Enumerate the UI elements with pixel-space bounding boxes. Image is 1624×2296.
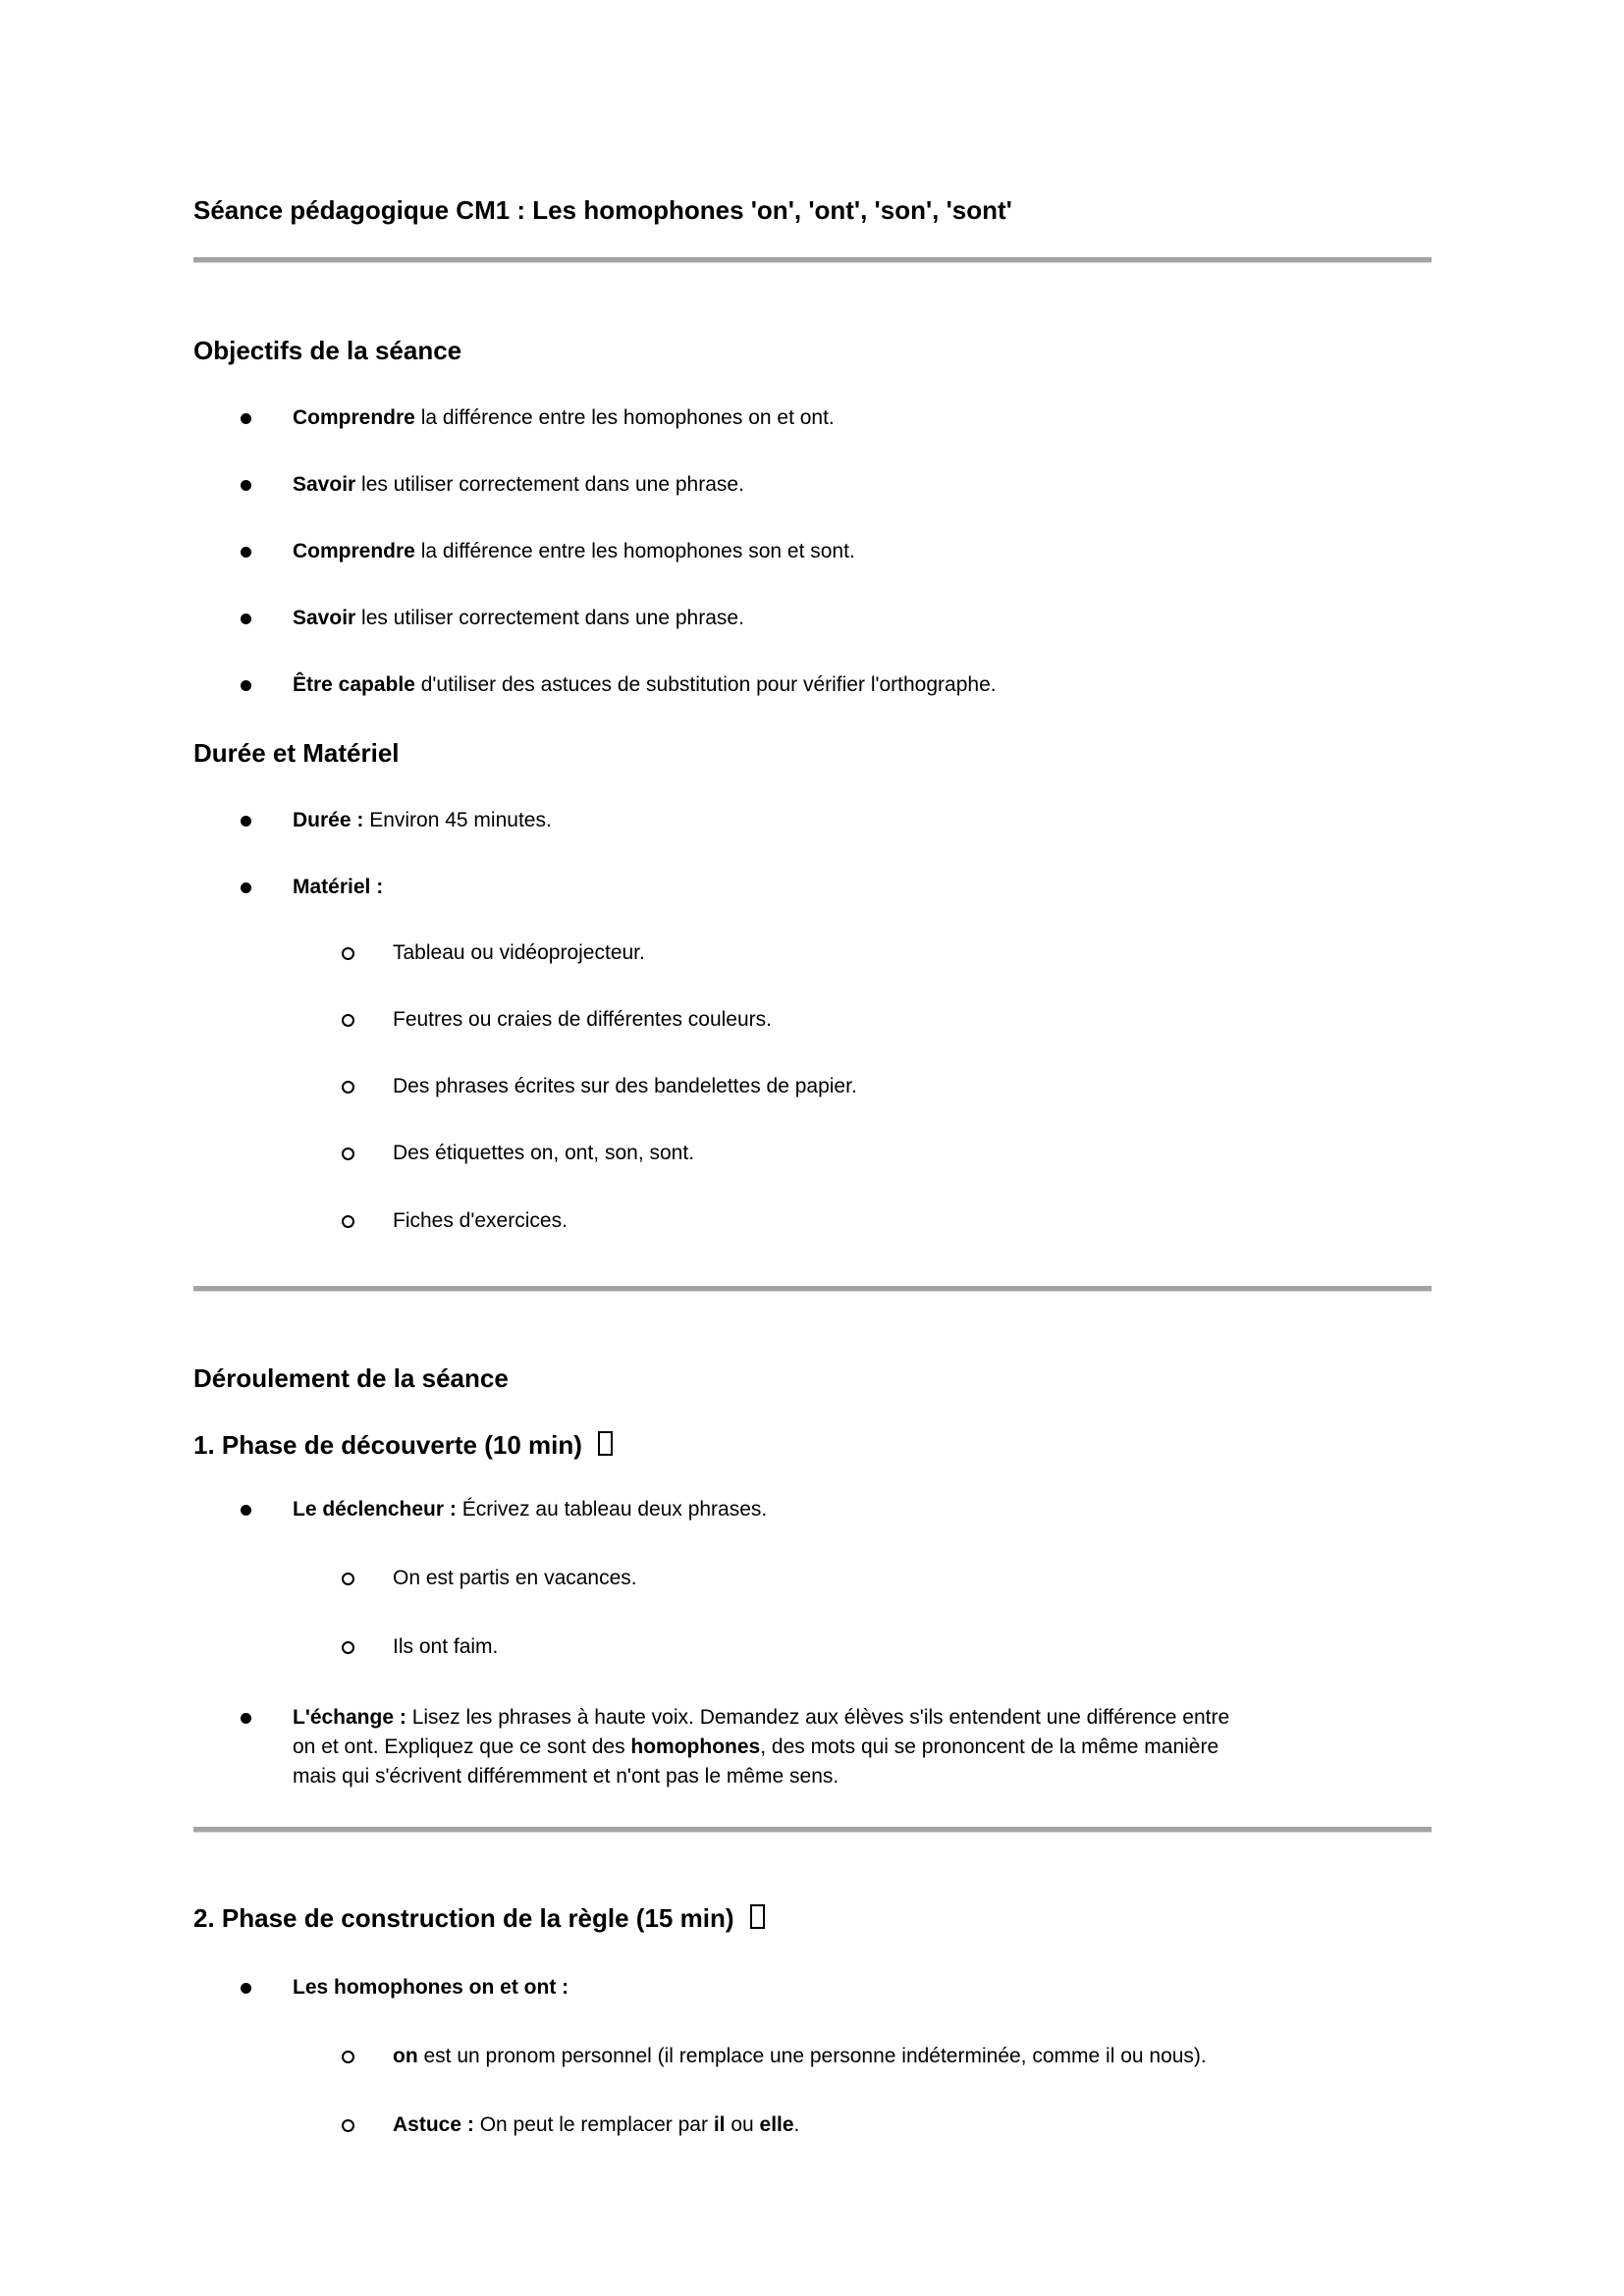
- objectif-item-text: Comprendre la différence entre les homophones son et sont.: [293, 540, 855, 562]
- section-divider: [193, 1286, 1432, 1292]
- bullet-circle-icon: [342, 1573, 354, 1585]
- section-divider: [193, 1827, 1432, 1833]
- bullet-disc-icon: [241, 547, 251, 558]
- bullet-circle-icon: [342, 1641, 354, 1654]
- materiel-sub-item: [193, 1072, 1432, 1101]
- objectif-item-text: Savoir les utiliser correctement dans une phrase.: [293, 473, 744, 496]
- deroulement-heading: Déroulement de la séance: [193, 1363, 509, 1393]
- objectif-item-text: Être capable d'utiliser des astuces de substitution pour vérifier l'orthographe.: [293, 673, 997, 696]
- bullet-disc-icon: [241, 1983, 251, 1994]
- materiel-item: [193, 873, 1432, 902]
- phase-2-sub-item: [193, 2110, 1432, 2140]
- bullet-circle-icon: [342, 947, 354, 960]
- duree-item: [193, 806, 1432, 835]
- objectif-item: [193, 470, 1432, 500]
- objectif-item: [193, 403, 1432, 433]
- echange-paragraph: [193, 1703, 1432, 1791]
- bullet-disc-icon: [241, 1713, 251, 1724]
- bullet-disc-icon: [241, 614, 251, 624]
- duree-item-text: Durée : Environ 45 minutes.: [293, 809, 552, 831]
- bullet-circle-icon: [342, 1014, 354, 1027]
- bullet-disc-icon: [241, 816, 251, 827]
- phase-1-sub-item: [193, 1564, 1432, 1593]
- bullet-circle-icon: [342, 2119, 354, 2132]
- materiel-sub-item: [193, 938, 1432, 968]
- phase-1-heading-text: 1. Phase de découverte (10 min): [193, 1430, 582, 1460]
- phase-2-sub-item-text: on est un pronom personnel (il remplace une personne indéterminée, comme il ou nous).: [393, 2045, 1207, 2067]
- materiel-sub-item-text: Feutres ou craies de différentes couleurs.: [393, 1008, 772, 1031]
- bullet-disc-icon: [241, 480, 251, 491]
- bullet-circle-icon: [342, 1148, 354, 1160]
- phase-1-sub-item-text: Ils ont faim.: [393, 1635, 499, 1658]
- missing-glyph-box-icon: [598, 1431, 613, 1456]
- objectif-item-text: Savoir les utiliser correctement dans une phrase.: [293, 607, 744, 629]
- materiel-sub-item: [193, 1139, 1432, 1168]
- phase-2-heading: [193, 1901, 1432, 1935]
- bullet-circle-icon: [342, 2051, 354, 2063]
- phase-1-sub-item: [193, 1632, 1432, 1662]
- materiel-sub-item-text: Des étiquettes on, ont, son, sont.: [393, 1142, 695, 1164]
- section-divider: [193, 257, 1432, 263]
- objectif-item: [193, 537, 1432, 566]
- duree-materiel-heading: Durée et Matériel: [193, 738, 400, 768]
- echange-paragraph-text: L'échange : Lisez les phrases à haute voix. Demandez aux élèves s'ils entendent une différence entre on et ont. Expliquez que ce sont des homophones, des mots qui se prononcent de la même manière mais qui s'écrivent différemment et n'ont pas le même sens.: [293, 1706, 1230, 1788]
- phase-1-heading: [193, 1428, 1432, 1462]
- phase-2-item-text: Les homophones on et ont :: [293, 1976, 569, 1999]
- phase-2-heading-text: 2. Phase de construction de la règle (15 min): [193, 1903, 734, 1933]
- phase-2-sub-item-text: Astuce : On peut le remplacer par il ou elle.: [393, 2113, 800, 2136]
- materiel-sub-item-text: Fiches d'exercices.: [393, 1209, 568, 1232]
- objectif-item-text: Comprendre la différence entre les homophones on et ont.: [293, 406, 835, 429]
- bullet-disc-icon: [241, 882, 251, 893]
- objectif-item: [193, 670, 1432, 700]
- phase-1-sub-item-text: On est partis en vacances.: [393, 1567, 637, 1589]
- objectif-item: [193, 604, 1432, 633]
- materiel-sub-item-text: Tableau ou vidéoprojecteur.: [393, 941, 645, 964]
- declencheur-item-text: Le déclencheur : Écrivez au tableau deux phrases.: [293, 1498, 768, 1521]
- phase-2-item: [193, 1973, 1432, 2002]
- document-title: Séance pédagogique CM1 : Les homophones 'on', 'ont', 'son', 'sont': [193, 195, 1012, 225]
- objectifs-heading: Objectifs de la séance: [193, 336, 462, 365]
- bullet-circle-icon: [342, 1215, 354, 1228]
- bullet-disc-icon: [241, 1505, 251, 1516]
- bullet-disc-icon: [241, 413, 251, 424]
- materiel-sub-item: [193, 1005, 1432, 1035]
- bullet-disc-icon: [241, 680, 251, 691]
- bullet-circle-icon: [342, 1081, 354, 1094]
- materiel-sub-item: [193, 1206, 1432, 1236]
- materiel-sub-item-text: Des phrases écrites sur des bandelettes de papier.: [393, 1075, 857, 1097]
- declencheur-item: [193, 1495, 1432, 1524]
- materiel-item-text: Matériel :: [293, 876, 384, 898]
- phase-2-sub-item: [193, 2042, 1432, 2071]
- missing-glyph-box-icon: [750, 1904, 765, 1929]
